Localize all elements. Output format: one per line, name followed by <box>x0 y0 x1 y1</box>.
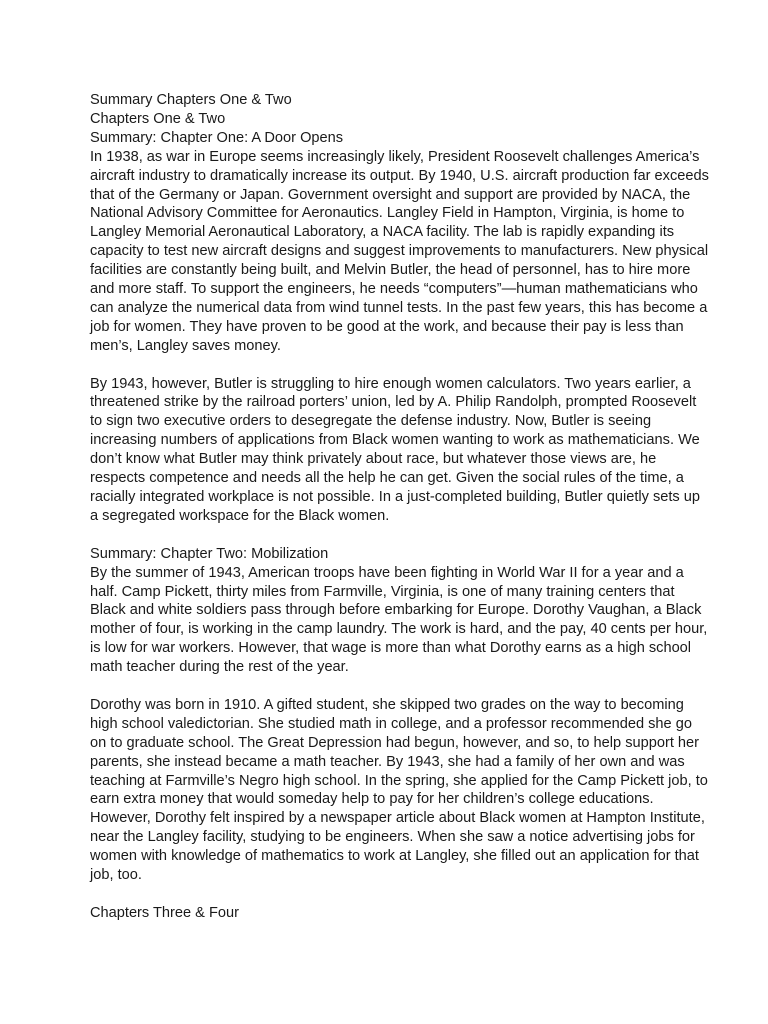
paragraph-line: Langley Memorial Aeronautical Laboratory, a NACA facility. The lab is rapidly expanding its <box>90 224 675 241</box>
paragraph-line: on to graduate school. The Great Depression had begun, however, and so, to help support her <box>90 734 700 751</box>
paragraph-spacer <box>90 885 680 904</box>
paragraph-line: respects competence and needs all the help he can get. Given the social rules of the time, a <box>90 470 684 487</box>
paragraph-line: can analyze the numerical data from wind tunnel tests. In the past few years, this has become a <box>90 299 708 316</box>
section-heading: Chapters One & Two <box>90 110 226 127</box>
paragraph-line: racially integrated workplace is not possible. In a just-completed building, Butler quietly sets up <box>90 489 701 506</box>
paragraph-line: high school valedictorian. She studied math in college, and a professor recommended she go <box>90 715 692 732</box>
paragraph-4 <box>90 696 708 885</box>
paragraph-line: facilities are constantly being built, and Melvin Butler, the head of personnel, has to hire more <box>90 262 691 279</box>
paragraph-line: By 1943, however, Butler is struggling to hire enough women calculators. Two years earlier, a <box>90 375 691 392</box>
paragraph-line: near the Langley facility, studying to be engineers. When she saw a notice advertising jobs for <box>90 829 695 846</box>
paragraph-1 <box>90 148 709 356</box>
paragraph-line: In 1938, as war in Europe seems increasingly likely, President Roosevelt challenges America’s <box>90 148 700 165</box>
paragraph-line: However, Dorothy felt inspired by a newspaper article about Black women at Hampton Institute, <box>90 810 705 827</box>
document-page <box>90 91 709 923</box>
paragraph-line: teaching at Farmville’s Negro high school. In the spring, she applied for the Camp Pickett job, to <box>90 772 708 789</box>
paragraph-line: that of the Germany or Japan. Government oversight and support are provided by NACA, the <box>90 186 691 203</box>
paragraph-3 <box>90 564 708 677</box>
paragraph-line: threatened strike by the railroad porters’ union, led by A. Philip Randolph, prompted Roosevelt <box>90 394 697 411</box>
paragraph-line: By the summer of 1943, American troops have been fighting in World War II for a year and a <box>90 564 684 581</box>
paragraph-line: half. Camp Pickett, thirty miles from Farmville, Virginia, is one of many training centers that <box>90 583 675 600</box>
paragraph-line: mother of four, is working in the camp laundry. The work is hard, and the pay, 40 cents per hour, <box>90 621 708 638</box>
paragraph-line: is low for war workers. However, that wage is more than what Dorothy earns as a high school <box>90 640 692 657</box>
paragraph-line: National Advisory Committee for Aeronautics. Langley Field in Hampton, Virginia, is home to <box>90 205 685 222</box>
chapter-one-title: Summary: Chapter One: A Door Opens <box>90 129 344 146</box>
paragraph-line: job, too. <box>90 867 142 884</box>
paragraph-line: increasing numbers of applications from Black women wanting to work as mathematicians. We <box>90 432 700 449</box>
paragraph-spacer <box>90 356 680 375</box>
paragraph-line: Dorothy was born in 1910. A gifted student, she skipped two grades on the way to becoming <box>90 696 684 713</box>
paragraph-line: aircraft industry to dramatically increase its output. By 1940, U.S. aircraft production far exceeds <box>90 167 709 184</box>
paragraph-line: earn extra money that would someday help to pay for her children’s college educations. <box>90 791 654 808</box>
paragraph-line: parents, she instead became a math teacher. By 1943, she had a family of her own and was <box>90 753 685 770</box>
paragraph-line: to sign two executive orders to desegregate the defense industry. Now, Butler is seeing <box>90 413 652 430</box>
paragraph-line: job for women. They have proven to be good at the work, and because their pay is less than <box>90 318 684 335</box>
paragraph-line: women with knowledge of mathematics to work at Langley, she filled out an application for that <box>90 848 699 865</box>
paragraph-line: math teacher during the rest of the year. <box>90 659 349 676</box>
paragraph-line: men’s, Langley saves money. <box>90 337 281 354</box>
paragraph-line: and more staff. To support the engineers, he needs “computers”—human mathematicians who <box>90 281 698 298</box>
paragraph-line: don’t know what Butler may think privately about race, but whatever those views are, he <box>90 451 657 468</box>
document-title: Summary Chapters One & Two <box>90 92 292 108</box>
next-section-heading: Chapters Three & Four <box>90 904 239 921</box>
paragraph-2 <box>90 375 701 526</box>
paragraph-spacer <box>90 677 680 696</box>
paragraph-spacer <box>90 526 680 545</box>
paragraph-line: a segregated workspace for the Black women. <box>90 507 390 524</box>
paragraph-line: Black and white soldiers pass through before embarking for Europe. Dorothy Vaughan, a Black <box>90 602 702 619</box>
paragraph-line: capacity to test new aircraft designs and suggest improvements to manufacturers. New physical <box>90 243 709 260</box>
chapter-two-title: Summary: Chapter Two: Mobilization <box>90 545 329 562</box>
